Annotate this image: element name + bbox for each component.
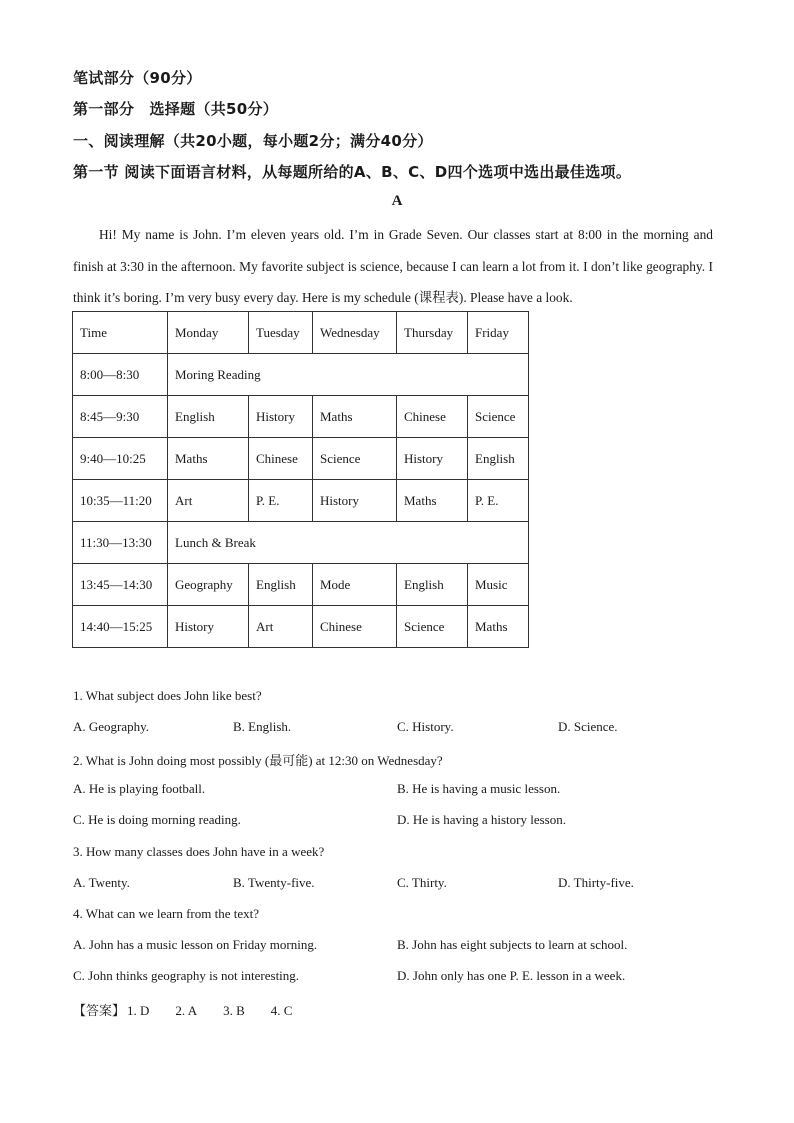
section-heading-written: 笔试部分（90分） (73, 69, 202, 87)
subject-cell: History (249, 396, 313, 438)
header-cell: Thursday (397, 312, 468, 354)
subject-cell: Music (468, 564, 529, 606)
subject-cell: Mode (313, 564, 397, 606)
subject-cell: Art (249, 606, 313, 648)
time-cell: 8:45—9:30 (73, 396, 168, 438)
table-row (73, 438, 529, 480)
question-4-option-c: C. John thinks geography is not interesting. (73, 968, 300, 983)
question-2-stem: 2. What is John doing most possibly (最可能) at 12:30 on Wednesday? (73, 753, 443, 768)
question-3-option-b: B. Twenty-five. (233, 875, 315, 890)
section-heading-reading: 一、阅读理解（共20小题，每小题2分；满分40分） (73, 132, 433, 150)
passage-title: A (391, 193, 403, 209)
question-2-option-b: B. He is having a music lesson. (397, 781, 561, 796)
table-row (73, 396, 529, 438)
subject-cell: P. E. (249, 480, 313, 522)
subject-cell: History (313, 480, 397, 522)
schedule-table (72, 311, 529, 648)
table-row (73, 354, 529, 396)
subject-cell: Maths (397, 480, 468, 522)
question-1-option-c: C. History. (397, 719, 454, 734)
subject-cell: English (168, 396, 249, 438)
answer-item: 1. D (127, 1003, 150, 1018)
question-4-option-b: B. John has eight subjects to learn at school. (397, 937, 628, 952)
question-4-stem: 4. What can we learn from the text? (73, 906, 260, 921)
question-4-option-a: A. John has a music lesson on Friday morning. (73, 937, 318, 952)
question-3-option-c: C. Thirty. (397, 875, 447, 890)
section-heading-part-one: 第一部分 选择题（共50分） (73, 100, 279, 118)
subject-cell: English (397, 564, 468, 606)
header-cell: Tuesday (249, 312, 313, 354)
subject-cell: P. E. (468, 480, 529, 522)
subject-cell: English (468, 438, 529, 480)
table-row (73, 522, 529, 564)
answer-label: 【答案】 (73, 1004, 126, 1019)
subject-cell: Geography (168, 564, 249, 606)
question-4-option-d: D. John only has one P. E. lesson in a week. (397, 968, 626, 983)
time-cell: 13:45—14:30 (73, 564, 168, 606)
subject-cell: History (397, 438, 468, 480)
table-header-row (73, 312, 529, 354)
section-heading-instructions: 第一节 阅读下面语言材料，从每题所给的A、B、C、D四个选项中选出最佳选项。 (73, 163, 632, 181)
subject-cell: Chinese (249, 438, 313, 480)
subject-cell: Maths (313, 396, 397, 438)
question-3-option-d: D. Thirty-five. (558, 875, 634, 890)
question-1-option-b: B. English. (233, 719, 292, 734)
span-cell: Moring Reading (168, 354, 529, 396)
subject-cell: English (249, 564, 313, 606)
answer-item: 2. A (175, 1003, 198, 1018)
header-cell: Monday (168, 312, 249, 354)
question-1-stem: 1. What subject does John like best? (73, 688, 262, 703)
time-cell: 11:30—13:30 (73, 522, 168, 564)
reading-passage (73, 219, 713, 314)
subject-cell: Chinese (313, 606, 397, 648)
header-cell: Time (73, 312, 168, 354)
answer-key (73, 1000, 292, 1019)
question-2-option-c: C. He is doing morning reading. (73, 812, 241, 827)
question-2-option-a: A. He is playing football. (73, 781, 206, 796)
subject-cell: History (168, 606, 249, 648)
table-row (73, 606, 529, 648)
subject-cell: Chinese (397, 396, 468, 438)
subject-cell: Science (313, 438, 397, 480)
time-cell: 9:40—10:25 (73, 438, 168, 480)
span-cell: Lunch & Break (168, 522, 529, 564)
table-row (73, 564, 529, 606)
question-3-stem: 3. How many classes does John have in a week? (73, 844, 325, 859)
subject-cell: Maths (468, 606, 529, 648)
subject-cell: Art (168, 480, 249, 522)
answer-item: 4. C (270, 1003, 293, 1018)
answer-item: 3. B (223, 1003, 245, 1018)
subject-cell: Science (397, 606, 468, 648)
subject-cell: Science (468, 396, 529, 438)
time-cell: 14:40—15:25 (73, 606, 168, 648)
question-3-option-a: A. Twenty. (73, 875, 130, 890)
question-1-option-a: A. Geography. (73, 719, 150, 734)
time-cell: 8:00—8:30 (73, 354, 168, 396)
question-2-option-d: D. He is having a history lesson. (397, 812, 566, 827)
passage-text: Hi! My name is John. I’m eleven years old. I’m in Grade Seven. Our classes start at 8:00 in the morning and finish at 3:30 in the afternoon. My favorite subject is science, because I can learn a lot from it. I don’t like geography. I think it’s boring. I’m very busy every day. Here is my schedule (课程表). Please have a look. (73, 227, 713, 305)
question-1-option-d: D. Science. (558, 719, 618, 734)
time-cell: 10:35—11:20 (73, 480, 168, 522)
header-cell: Wednesday (313, 312, 397, 354)
table-row (73, 480, 529, 522)
subject-cell: Maths (168, 438, 249, 480)
header-cell: Friday (468, 312, 529, 354)
